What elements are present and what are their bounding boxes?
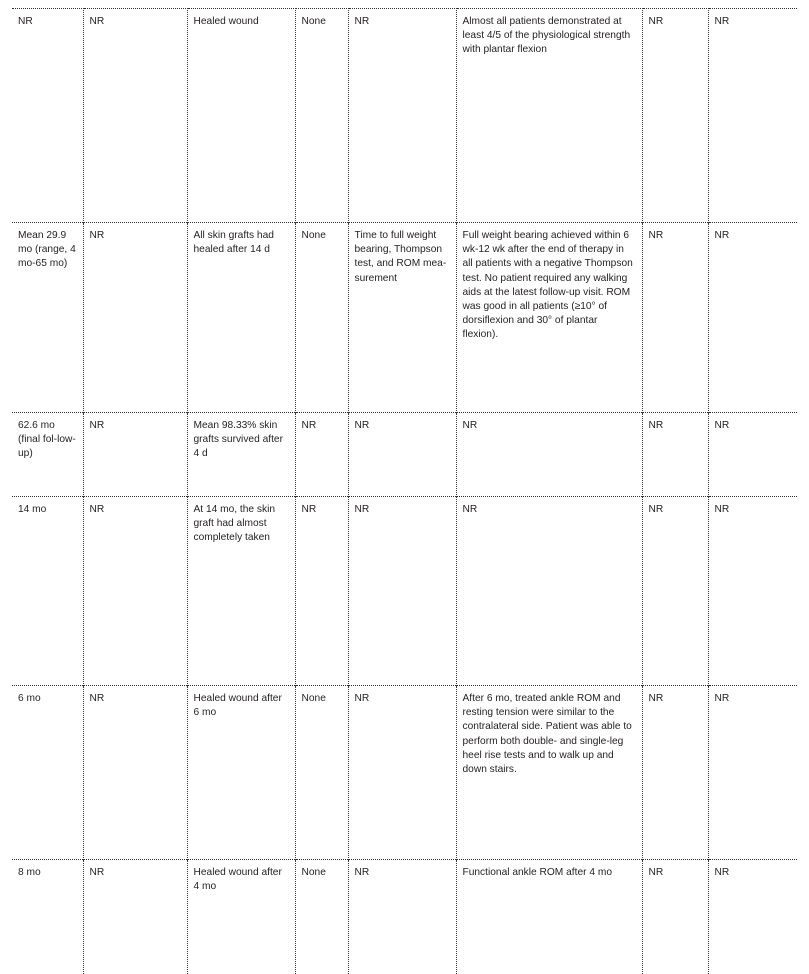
cell-reoperation bbox=[295, 860, 348, 974]
cell-functional-outcome bbox=[456, 497, 642, 686]
cell-text: NR bbox=[714, 420, 730, 431]
cell-text: None bbox=[301, 693, 326, 704]
cell-text: NR bbox=[714, 230, 730, 241]
cell-text: Mean 29.9 mo (range, 4 mo-65 mo) bbox=[18, 230, 76, 270]
cell-text: 6 mo bbox=[18, 693, 41, 704]
cell-text: NR bbox=[648, 16, 664, 27]
cell-text: NR bbox=[354, 16, 370, 27]
cell-followup bbox=[12, 223, 83, 413]
cell-complications bbox=[83, 860, 187, 974]
cell-text: NR bbox=[89, 867, 105, 878]
clinical-outcomes-table bbox=[12, 8, 797, 974]
cell-complications bbox=[83, 413, 187, 497]
cell-functional-outcome bbox=[456, 686, 642, 860]
cell-score-1 bbox=[642, 9, 708, 223]
cell-score-1 bbox=[642, 497, 708, 686]
cell-functional-outcome bbox=[456, 9, 642, 223]
table-row bbox=[12, 413, 797, 497]
cell-text: NR bbox=[462, 504, 478, 515]
cell-assessment-method bbox=[348, 860, 456, 974]
cell-text: Mean 98.33% skin grafts survived after 4 d bbox=[193, 420, 283, 460]
cell-text: NR bbox=[301, 504, 317, 515]
cell-text: NR bbox=[89, 693, 105, 704]
table-body bbox=[12, 9, 797, 974]
cell-text: NR bbox=[18, 16, 33, 27]
cell-text: NR bbox=[89, 420, 105, 431]
cell-reoperation bbox=[295, 497, 348, 686]
cell-text: NR bbox=[648, 420, 664, 431]
table-row bbox=[12, 860, 797, 974]
cell-text: NR bbox=[301, 420, 317, 431]
cell-text: NR bbox=[462, 420, 478, 431]
cell-text: NR bbox=[89, 504, 105, 515]
cell-assessment-method bbox=[348, 497, 456, 686]
cell-text: Healed wound after 4 mo bbox=[193, 867, 282, 893]
cell-text: Functional ankle ROM after 4 mo bbox=[462, 867, 612, 878]
cell-text: Healed wound after 6 mo bbox=[193, 693, 282, 719]
table-row bbox=[12, 9, 797, 223]
cell-assessment-method bbox=[348, 223, 456, 413]
cell-assessment-method bbox=[348, 413, 456, 497]
cell-text: None bbox=[301, 16, 326, 27]
cell-wound-healing bbox=[187, 686, 295, 860]
cell-score-2 bbox=[708, 9, 797, 223]
cell-wound-healing bbox=[187, 497, 295, 686]
cell-text: All skin grafts had healed after 14 d bbox=[193, 230, 274, 256]
cell-text: 62.6 mo (final fol-low-up) bbox=[18, 420, 76, 460]
cell-text: NR bbox=[354, 420, 370, 431]
cell-text: None bbox=[301, 230, 326, 241]
cell-text: Healed wound bbox=[193, 16, 259, 27]
cell-text: NR bbox=[714, 504, 730, 515]
cell-text: NR bbox=[354, 867, 370, 878]
cell-assessment-method bbox=[348, 686, 456, 860]
cell-text: NR bbox=[648, 867, 664, 878]
cell-wound-healing bbox=[187, 223, 295, 413]
cell-text: At 14 mo, the skin graft had almost completely taken bbox=[193, 504, 276, 544]
cell-functional-outcome bbox=[456, 223, 642, 413]
cell-text: 8 mo bbox=[18, 867, 41, 878]
cell-text: After 6 mo, treated ankle ROM and resting tension were similar to the contralateral side. Patient was able to perform both double- and single-leg heel rise tests and to walk up and down stairs. bbox=[462, 693, 632, 776]
cell-score-2 bbox=[708, 686, 797, 860]
cell-followup bbox=[12, 860, 83, 974]
cell-text: Full weight bearing achieved within 6 wk-12 wk after the end of therapy in all patients with a negative Thompson test. No patient required any walking aids at the latest follow-up visit. ROM was good in all patients (≥10° of dorsiflexion and 30° of plantar flexion). bbox=[462, 230, 633, 341]
cell-assessment-method bbox=[348, 9, 456, 223]
cell-score-2 bbox=[708, 223, 797, 413]
cell-score-1 bbox=[642, 686, 708, 860]
cell-wound-healing bbox=[187, 413, 295, 497]
cell-complications bbox=[83, 223, 187, 413]
cell-reoperation bbox=[295, 223, 348, 413]
cell-score-2 bbox=[708, 497, 797, 686]
cell-followup bbox=[12, 9, 83, 223]
cell-followup bbox=[12, 686, 83, 860]
cell-text: NR bbox=[714, 867, 730, 878]
cell-text: NR bbox=[648, 504, 664, 515]
cell-followup bbox=[12, 497, 83, 686]
cell-text: Time to full weight bearing, Thompson test, and ROM mea-surement bbox=[354, 230, 447, 284]
cell-text: NR bbox=[648, 230, 664, 241]
cell-score-1 bbox=[642, 860, 708, 974]
cell-reoperation bbox=[295, 413, 348, 497]
cell-wound-healing bbox=[187, 9, 295, 223]
cell-reoperation bbox=[295, 686, 348, 860]
cell-text: NR bbox=[89, 16, 105, 27]
cell-text: NR bbox=[89, 230, 105, 241]
cell-text: None bbox=[301, 867, 326, 878]
table-row bbox=[12, 223, 797, 413]
cell-functional-outcome bbox=[456, 860, 642, 974]
cell-score-2 bbox=[708, 413, 797, 497]
cell-score-1 bbox=[642, 223, 708, 413]
cell-text: NR bbox=[714, 693, 730, 704]
cell-text: NR bbox=[354, 504, 370, 515]
cell-wound-healing bbox=[187, 860, 295, 974]
cell-text: NR bbox=[354, 693, 370, 704]
cell-complications bbox=[83, 9, 187, 223]
cell-followup bbox=[12, 413, 83, 497]
cell-functional-outcome bbox=[456, 413, 642, 497]
cell-text: NR bbox=[714, 16, 730, 27]
cell-text: Almost all patients demonstrated at least 4/5 of the physiological strength with plantar flexion bbox=[462, 16, 631, 56]
table-row bbox=[12, 497, 797, 686]
table-row bbox=[12, 686, 797, 860]
cell-text: NR bbox=[648, 693, 664, 704]
cell-text: 14 mo bbox=[18, 504, 47, 515]
cell-score-1 bbox=[642, 413, 708, 497]
cell-complications bbox=[83, 686, 187, 860]
table-container bbox=[12, 8, 797, 974]
cell-complications bbox=[83, 497, 187, 686]
cell-reoperation bbox=[295, 9, 348, 223]
cell-score-2 bbox=[708, 860, 797, 974]
